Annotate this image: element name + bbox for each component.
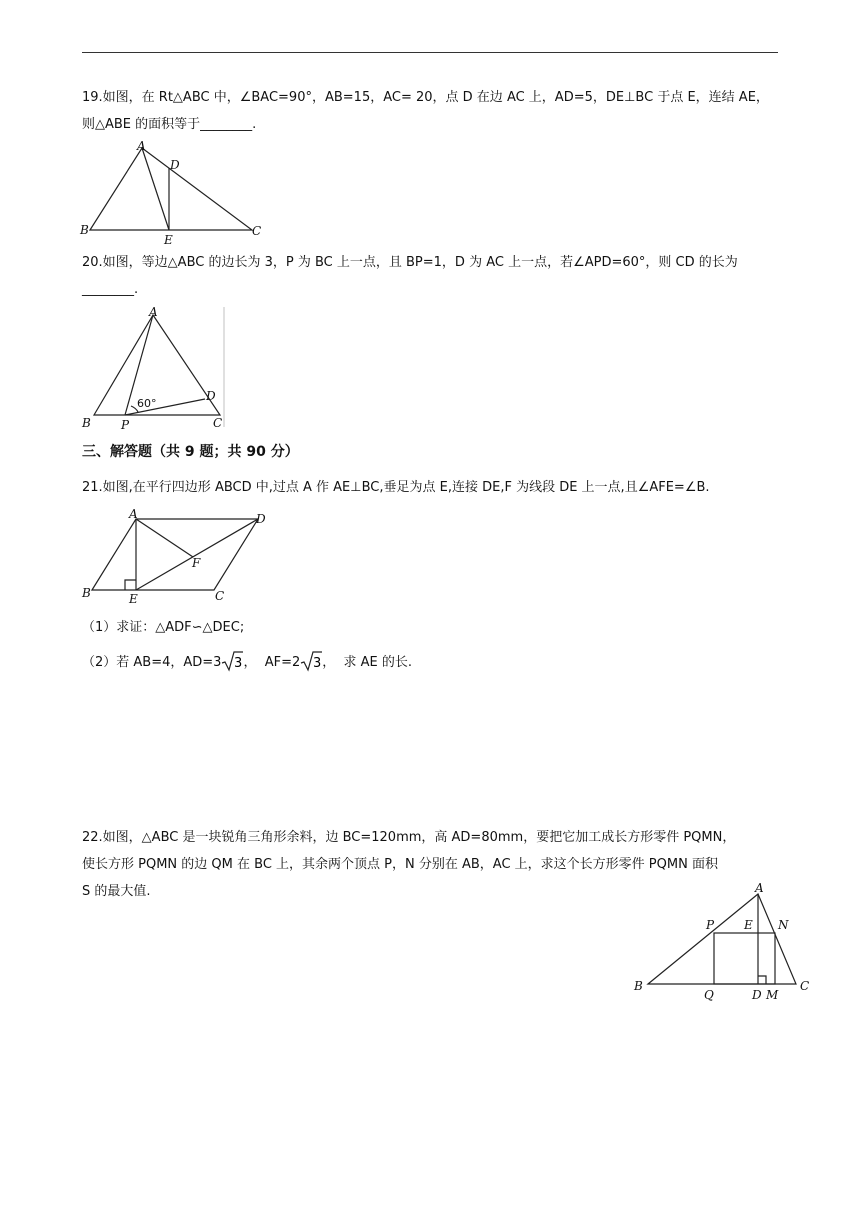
q22-triangle-abc [648, 894, 796, 984]
q22-text-line1: 22.如图，△ABC 是一块锐角三角形余料，边 BC=120mm，高 AD=80mm，要把它加工成长方形零件 PQMN， [82, 830, 736, 845]
q21-sqrt-1 [221, 649, 243, 676]
q21-label-e: E [129, 592, 138, 606]
q19-figure [78, 138, 268, 246]
q22-right-angle-mark [758, 976, 766, 984]
q20-label-d: D [206, 389, 216, 403]
section3-title: 三、解答题（共 9 题；共 90 分） [82, 444, 299, 460]
q21-segment-de [136, 519, 258, 590]
q21-sqrt-sign-2 [300, 650, 322, 672]
q21-text-line1: 21.如图,在平行四边形 ABCD 中,过点 A 作 AE⊥BC,垂足为点 E,连接 DE,F 为线段 DE 上一点,且∠AFE=∠B. [82, 480, 710, 495]
q19-text-line1: 19.如图，在 Rt△ABC 中，∠BAC=90°，AB=15，AC= 20，点 D 在边 AC 上，AD=5，DE⊥BC 于点 E，连结 AE， [82, 90, 769, 105]
q22-figure [630, 878, 820, 1006]
q21-figure [80, 506, 280, 606]
q21-part1: （1）求证：△ADF∽△DEC; [82, 620, 245, 635]
q19-segment-ae [142, 148, 169, 230]
q20-label-p: P [121, 418, 130, 432]
header-rule [82, 52, 778, 53]
q21-label-c: C [215, 589, 225, 603]
q19-label-b: B [80, 223, 89, 237]
q21-right-angle-mark [125, 580, 136, 590]
q21-parallelogram-abcd [92, 519, 258, 590]
q20-figure [80, 303, 230, 433]
q21-part2-a: （2）若 AB=4，AD=3 [82, 655, 222, 670]
q20-text-line2: ________. [82, 282, 139, 297]
q19-label-c: C [252, 224, 262, 238]
q22-label-q: Q [704, 988, 714, 1002]
q20-label-c: C [213, 416, 223, 430]
q20-label-b: B [82, 416, 91, 430]
q21-label-d: D [256, 512, 266, 526]
q22-label-e: E [744, 918, 753, 932]
q22-text-line3: S 的最大值. [82, 884, 151, 899]
q22-label-m: M [766, 988, 779, 1002]
q21-segment-af [136, 519, 193, 557]
q22-label-a: A [755, 881, 764, 895]
q21-radicand-2: 3 [313, 656, 322, 671]
q21-label-b: B [82, 586, 91, 600]
q21-sqrt-2 [300, 649, 322, 676]
q20-text-line1: 20.如图，等边△ABC 的边长为 3，P 为 BC 上一点，且 BP=1，D 为 AC 上一点，若∠APD=60°，则 CD 的长为 [82, 255, 738, 270]
q22-label-c: C [800, 979, 810, 993]
q21-part2-c: ， 求 AE 的长. [322, 655, 413, 670]
q21-label-f: F [192, 556, 201, 570]
q20-angle-label: 60° [137, 397, 157, 410]
q22-text-line2: 使长方形 PQMN 的边 QM 在 BC 上，其余两个顶点 P，N 分别在 AB，AC 上，求这个长方形零件 PQMN 面积 [82, 857, 718, 872]
q20-label-a: A [149, 305, 158, 319]
q21-label-a: A [129, 507, 138, 521]
q19-label-a: A [137, 139, 146, 153]
q21-sqrt-sign-1 [221, 650, 243, 672]
q21-part2-b: ， AF=2 [243, 655, 301, 670]
q21-part2 [82, 649, 778, 676]
q22-label-d: D [752, 988, 762, 1002]
q22-label-p: P [706, 918, 715, 932]
q19-label-e: E [164, 233, 173, 247]
q21-radicand-1: 3 [234, 656, 243, 671]
q22-label-b: B [634, 979, 643, 993]
q19-text-line2: 则△ABE 的面积等于________. [82, 117, 257, 132]
q22-label-n: N [778, 918, 789, 932]
q19-label-d: D [170, 158, 180, 172]
